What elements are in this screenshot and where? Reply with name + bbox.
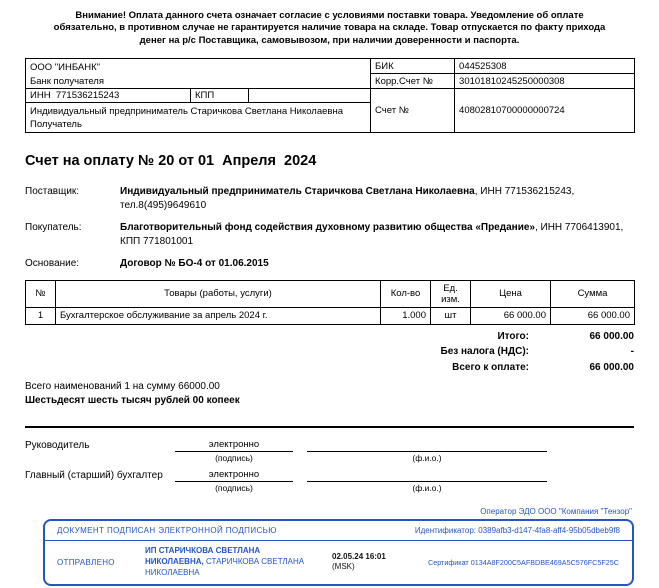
- item-num: 1: [26, 307, 56, 324]
- item-qty: 1.000: [381, 307, 431, 324]
- total-itogo-value: 66 000.00: [589, 330, 634, 342]
- col-header-qty: Кол-во: [381, 280, 431, 307]
- director-fio-field: [307, 438, 547, 463]
- bank-name-cell: [26, 59, 371, 89]
- bank-caption: Банк получателя: [30, 75, 104, 87]
- director-sign-method: электронно: [208, 439, 260, 451]
- sender-org-name: ИП СТАРИЧКОВА СВЕТЛАНА НИКОЛАЕВНА,: [145, 546, 261, 566]
- table-row: [26, 307, 635, 324]
- sent-datetime: 02.05.24 16:01: [332, 551, 386, 561]
- item-unit: шт: [431, 307, 471, 324]
- sent-datetime-block: [332, 552, 416, 573]
- col-header-unit: Ед. изм.: [431, 280, 471, 307]
- basis-label: Основание:: [25, 258, 80, 270]
- director-sign-caption: (подпись): [175, 451, 293, 463]
- director-signature-row: [25, 438, 634, 463]
- bank-details-table: [25, 58, 635, 133]
- corr-account-value: 30101810245250000308: [455, 74, 635, 89]
- basis-row: [25, 257, 634, 271]
- account-value: 40802810700000000724: [455, 89, 635, 133]
- item-goods: Бухгалтерское обслуживание за апрель 2024 г.: [56, 307, 381, 324]
- supplier-name: Индивидуальный предприниматель Старичкова Светлана Николаевна: [120, 186, 475, 198]
- inn-label: ИНН: [30, 90, 51, 102]
- kpp-value: [249, 89, 371, 103]
- buyer-value: [120, 221, 623, 248]
- sent-status-label: ОТПРАВЛЕНО: [57, 557, 115, 567]
- certificate-block: [428, 558, 620, 567]
- supplier-row: [25, 185, 634, 212]
- edo-stamp-box: [43, 519, 634, 586]
- director-role-label: Руководитель: [25, 440, 90, 452]
- director-fio-blank: [307, 438, 547, 451]
- items-table: [25, 280, 635, 325]
- col-header-goods: Товары (работы, услуги): [56, 280, 381, 307]
- amount-in-words: Шестьдесят шесть тысяч рублей 00 копеек: [25, 395, 240, 407]
- item-sum: 66 000.00: [551, 307, 635, 324]
- summary-count-line: Всего наименований 1 на сумму 66000.00: [25, 381, 220, 393]
- basis-value: [120, 257, 269, 271]
- bank-name: ООО "ИНБАНК": [30, 61, 100, 73]
- edo-stamp-top-row: [45, 521, 632, 541]
- supplier-value: [120, 185, 574, 212]
- accountant-fio-field: [307, 468, 547, 493]
- total-nds-value: -: [630, 346, 634, 358]
- accountant-signature-row: [25, 468, 634, 493]
- parties-section: [25, 185, 634, 271]
- total-payable-label: Всего к оплате:: [452, 361, 529, 373]
- identifier-value: 0389afb3-d147-4fa8-aff4-95b05dbeb9f8: [478, 526, 620, 536]
- inn-value: 771536215243: [55, 90, 120, 102]
- payment-warning-text: Внимание! Оплата данного счета означает согласие с условиями поставки товара. Уведомление об оплате обязательно, в противном случае не гарантируется наличие товара на складе. Товар отпускается по факту прихода денег на р/с Поставщика, самовывозом, при наличии доверенности и паспорта.: [53, 10, 606, 46]
- buyer-name: Благотворительный фонд содействия духовному развитию общества «Предание»: [120, 222, 535, 234]
- items-header-row: [26, 280, 635, 307]
- accountant-fio-blank: [307, 468, 547, 481]
- accountant-sign-caption: (подпись): [175, 481, 293, 493]
- edo-stamp: [43, 507, 634, 586]
- edo-operator: Оператор ЭДО ООО "Компания "Тензор": [480, 507, 632, 517]
- col-header-price: Цена: [471, 280, 551, 307]
- total-nds-row: [25, 344, 634, 360]
- totals-section: [25, 329, 634, 376]
- kpp-label: КПП: [191, 89, 249, 103]
- recipient-cell: [26, 103, 371, 133]
- inn-cell: [26, 89, 191, 103]
- accountant-role-label: Главный (старший) бухгалтер: [25, 470, 163, 482]
- total-payable-row: [25, 360, 634, 376]
- sender-block: [145, 546, 320, 578]
- total-nds-label: Без налога (НДС):: [440, 346, 529, 358]
- buyer-details: , ИНН 7706413901,: [534, 222, 624, 234]
- identifier-block: [415, 526, 620, 535]
- accountant-sign-method: электронно: [208, 469, 260, 481]
- certificate-label: Сертификат: [428, 557, 469, 567]
- buyer-line2: КПП 771801001: [120, 235, 194, 247]
- sent-timezone: (MSK): [332, 562, 355, 572]
- supplier-details: , ИНН 771536215243,: [474, 186, 575, 198]
- accountant-fio-caption: (ф.и.о.): [307, 481, 547, 493]
- recipient-name: Индивидуальный предприниматель Старичкова Светлана Николаевна: [30, 105, 343, 117]
- recipient-caption: Получатель: [30, 118, 82, 130]
- supplier-label: Поставщик:: [25, 186, 80, 198]
- edo-stamp-bottom-row: [45, 541, 632, 584]
- sender-person-name: СТАРИЧКОВА СВЕТЛАНА НИКОЛАЕВНА: [145, 556, 305, 577]
- total-itogo-label: Итого:: [497, 330, 529, 342]
- buyer-label: Покупатель:: [25, 222, 82, 234]
- summary-section: [25, 381, 634, 406]
- col-header-num: №: [26, 280, 56, 307]
- director-fio-caption: (ф.и.о.): [307, 451, 547, 463]
- account-label: Счет №: [371, 89, 455, 133]
- basis-name: Договор № БО-4 от 01.06.2015: [120, 258, 269, 270]
- signature-divider: [25, 426, 634, 428]
- total-itogo-row: [25, 329, 634, 345]
- bik-value: 044525308: [455, 59, 635, 74]
- corr-account-label: Корр.Счет №: [371, 74, 455, 89]
- col-header-sum: Сумма: [551, 280, 635, 307]
- buyer-row: [25, 221, 634, 248]
- item-price: 66 000.00: [471, 307, 551, 324]
- signatures-section: [25, 438, 634, 493]
- identifier-label: Идентификатор:: [414, 526, 476, 536]
- bik-label: БИК: [371, 59, 455, 74]
- invoice-title: Счет на оплату № 20 от 01 Апреля 2024: [25, 153, 317, 170]
- certificate-value: 0134A8F200C5AFBDBE469A5C576FC5F25C: [470, 557, 619, 567]
- total-payable-value: 66 000.00: [589, 361, 634, 373]
- signed-electronically-label: ДОКУМЕНТ ПОДПИСАН ЭЛЕКТРОННОЙ ПОДПИСЬЮ: [57, 526, 277, 536]
- supplier-line2: тел.8(495)9649610: [120, 199, 207, 211]
- director-sign-field: [175, 438, 293, 463]
- accountant-sign-field: [175, 468, 293, 493]
